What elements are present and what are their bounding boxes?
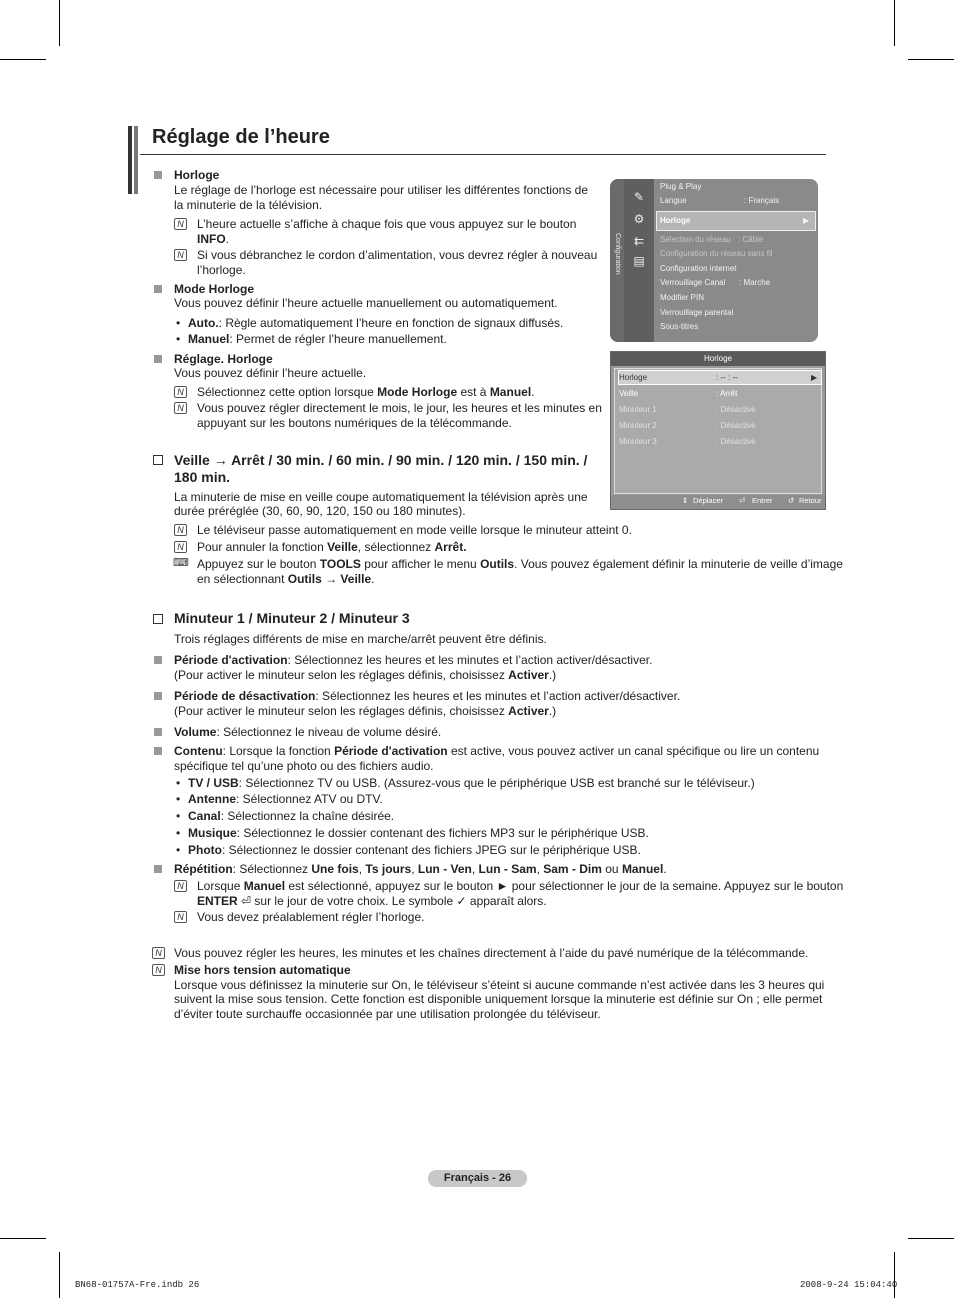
minuteur-heading: Minuteur 1 / Minuteur 2 / Minuteur 3 [174,610,410,626]
crop-mark [908,1238,954,1239]
reglage-horloge-heading: Réglage. Horloge [174,352,273,366]
bullet-icon: • [176,776,181,790]
menu1-item-value: : Marche [739,278,771,287]
antenna-icon: ✎ [633,190,645,204]
veille-desc-line2: durée préréglée (30, 60, 90, 120, 150 ou 180 minutes). [174,504,466,518]
menu1-item-value: : Français [744,196,780,205]
menu2-item: Minuteur 2 [619,421,657,430]
horloge-heading: Horloge [174,168,220,182]
tv-usb-item: TV / USB: Sélectionnez TV ou USB. (Assurez-vous que le périphérique USB est branché sur le téléviseur.) [188,776,755,790]
enter-icon: ⏎ [237,894,255,908]
reglage-horloge-desc: Vous pouvez définir l’heure actuelle. [174,366,367,380]
note-icon: N [174,911,187,923]
page-title: Réglage de l’heure [152,126,330,148]
square-bullet-icon [154,285,162,293]
tools-icon: ⌨ [173,557,189,569]
square-bullet-icon [154,747,162,755]
title-divider [140,154,826,155]
antenne-item: Antenne: Sélectionnez ATV ou DTV. [188,792,383,806]
note-icon: N [174,386,187,398]
menu2-item-value: : Arrêt [716,389,738,398]
footer-file-name: BN68-01757A-Fre.indb 26 [75,1280,200,1290]
repetition-note1-line2: ENTER ⏎ sur le jour de votre choix. Le symbole ✓ apparaît alors. [197,894,547,908]
menu1-item: Configuration internet [660,264,737,273]
menu1-item: Sous-titres [660,322,699,331]
chevron-right-icon: ▶ [811,373,818,382]
activation-item: Période d'activation: Sélectionnez les heures et les minutes et l’action activer/désactiver. [174,653,653,667]
mode-horloge-desc: Vous pouvez définir l’heure actuelle manuellement ou automatiquement. [174,296,558,310]
reglage-note2-line2: appuyant sur les boutons numériques de la télécommande. [197,416,512,430]
bottom-note2-line1: Lorsque vous définissez la minuterie sur On, le téléviseur s’éteint si aucune commande n’est activée dans les 3 heures qui [174,978,825,992]
bottom-note2-line3: d’éviter toute surchauffe occasionnée par une utilisation prolongée du téléviseur. [174,1007,601,1021]
manuel-item: Manuel: Permet de régler l’heure manuellement. [188,332,447,346]
enter-icon: ⏎ [739,496,746,505]
square-bullet-icon [154,171,162,179]
gear-icon: ⚙ [633,212,645,226]
auto-item: Auto.: Règle automatiquement l’heure en fonction de signaux diffusés. [188,316,564,330]
menu2-item: Minuteur 1 [619,405,657,414]
bullet-icon: • [176,843,181,857]
square-bullet-icon [154,692,162,700]
bottom-note1: Vous pouvez régler les heures, les minutes et les chaînes directement à l’aide du pavé numérique de la télécommande. [174,946,809,960]
horloge-note1-line1: L’heure actuelle s’affiche à chaque fois que vous appuyez sur le bouton [197,217,577,231]
menu2-item-value: : -- : -- [716,373,738,382]
note-icon: N [174,249,187,261]
menu1-item-selected: Horloge [660,216,691,225]
mode-horloge-heading: Mode Horloge [174,282,254,296]
horloge-note1-line2: INFO. [197,232,230,246]
menu1-item-value: : Câble [738,235,764,244]
bullet-icon: • [176,332,181,346]
note-icon: N [152,947,165,959]
horloge-note2-line1: Si vous débranchez le cordon d’alimentation, vous devrez régler à nouveau [197,248,598,262]
veille-tools-line1: Appuyez sur le bouton TOOLS pour afficher le menu Outils. Vous pouvez également définir la minuterie de veille d’image [197,557,843,571]
veille-note1: Le téléviseur passe automatiquement en mode veille lorsque le minuteur atteint 0. [197,523,632,537]
contenu-item-line2: spécifique tel qu’une photo ou des fichiers audio. [174,759,434,773]
app-icon: ▤ [633,254,645,268]
menu1-item: Verrouillage parental [660,308,734,317]
reglage-note1: Sélectionnez cette option lorsque Mode Horloge est à Manuel. [197,385,535,399]
note-icon: N [174,218,187,230]
footer-timestamp: 2008-9-24 15:04:40 [800,1280,898,1290]
configuration-side-label: Configuration [614,233,621,275]
square-bullet-icon [154,355,162,363]
veille-note2: Pour annuler la fonction Veille, sélectionnez Arrêt. [197,540,467,554]
bullet-icon: • [176,792,181,806]
note-icon: N [174,402,187,414]
deactivation-sub: (Pour activer le minuteur selon les réglages définis, choisissez Activer.) [174,704,557,718]
veille-desc-line1: La minuterie de mise en veille coupe automatiquement la télévision après une [174,490,588,504]
note-icon: N [174,880,187,892]
title-accent-bar [128,126,140,194]
crop-mark [59,0,60,46]
veille-heading-line1: Veille → Arrêt / 30 min. / 60 min. / 90 min. / 120 min. / 150 min. / [174,452,588,468]
minuteur-intro: Trois réglages différents de mise en marche/arrêt peuvent être définis. [174,632,547,646]
menu2-item-value: : Désactivé [716,437,756,446]
crop-mark [0,59,46,60]
menu2-item-value: : Désactivé [716,421,756,430]
crop-mark [0,1238,46,1239]
horloge-desc-line2: la minuterie de la télévision. [174,198,323,212]
square-bullet-icon [154,656,162,664]
crop-mark [894,0,895,46]
menu2-item-value: : Désactivé [716,405,756,414]
bullet-icon: • [176,809,181,823]
repetition-note1-line1: Lorsque Manuel est sélectionné, appuyez sur le bouton ► pour sélectionner le jour de la semaine. Appuyez sur le bouton [197,879,844,893]
input-icon: ⇇ [633,234,645,248]
volume-item: Volume: Sélectionnez le niveau de volume désiré. [174,725,442,739]
activation-sub: (Pour activer le minuteur selon les réglages définis, choisissez Activer.) [174,668,557,682]
note-icon: N [174,524,187,536]
up-down-arrow-icon: ⇕ [682,496,689,505]
crop-mark [59,1252,60,1298]
menu1-item: Plug & Play [660,182,702,191]
page-number-badge: Français - 26 [428,1170,527,1187]
menu1-item: Configuration du réseau sans fil [660,249,773,258]
footer-move: Déplacer [693,496,724,505]
menu1-item: Langue [660,196,687,205]
return-icon: ↺ [788,496,795,505]
bullet-icon: • [176,316,181,330]
menu1-item: Modifier PIN [660,293,705,302]
musique-item: Musique: Sélectionnez le dossier contenant des fichiers MP3 sur le périphérique USB. [188,826,649,840]
horloge-desc-line1: Le réglage de l’horloge est nécessaire pour utiliser les différentes fonctions de [174,183,589,197]
footer-enter: Entrer [752,496,773,505]
menu1-item: Verrouillage Canal [660,278,726,287]
note-icon: N [174,541,187,553]
reglage-note2-line1: Vous pouvez régler directement le mois, le jour, les heures et les minutes en [197,401,602,415]
crop-mark [908,59,954,60]
veille-tools-line2: en sélectionnant Outils → Veille. [197,572,375,586]
footer-back: Retour [799,496,822,505]
menu2-item: Minuteur 3 [619,437,657,446]
bottom-note2-heading: Mise hors tension automatique [174,963,351,977]
deactivation-item: Période de désactivation: Sélectionnez les heures et les minutes et l’action activer/désactiver. [174,689,681,703]
square-bullet-icon [154,728,162,736]
checkbox-bullet-icon [153,614,163,624]
bullet-icon: • [176,826,181,840]
checkbox-bullet-icon [153,455,163,465]
repetition-item: Répétition: Sélectionnez Une fois, Ts jours, Lun - Ven, Lun - Sam, Sam - Dim ou Manuel. [174,862,667,876]
contenu-item-line1: Contenu: Lorsque la fonction Période d'activation est active, vous pouvez activer un canal spécifique ou lire un contenu [174,744,820,758]
chevron-right-icon: ▶ [803,216,810,225]
square-bullet-icon [154,865,162,873]
repetition-note2: Vous devez préalablement régler l’horloge. [197,910,425,924]
crop-mark [894,1252,895,1298]
menu2-item-selected: Horloge [619,373,648,382]
photo-item: Photo: Sélectionnez le dossier contenant des fichiers JPEG sur le périphérique USB. [188,843,641,857]
veille-heading-line2: 180 min. [174,469,231,485]
horloge-note2-line2: l’horloge. [197,263,246,277]
menu2-title: Horloge [611,352,825,366]
menu1-item: Sélection du réseau [660,235,731,244]
checkmark-icon: ✓ [456,894,467,908]
bottom-note2-line2: suivent la mise sous tension. Cette fonction est disponible uniquement lorsque la minuterie est définie sur On ; elle permet [174,992,823,1006]
note-icon: N [152,964,165,976]
canal-item: Canal: Sélectionnez la chaîne désirée. [188,809,395,823]
menu2-item: Veille [619,389,639,398]
